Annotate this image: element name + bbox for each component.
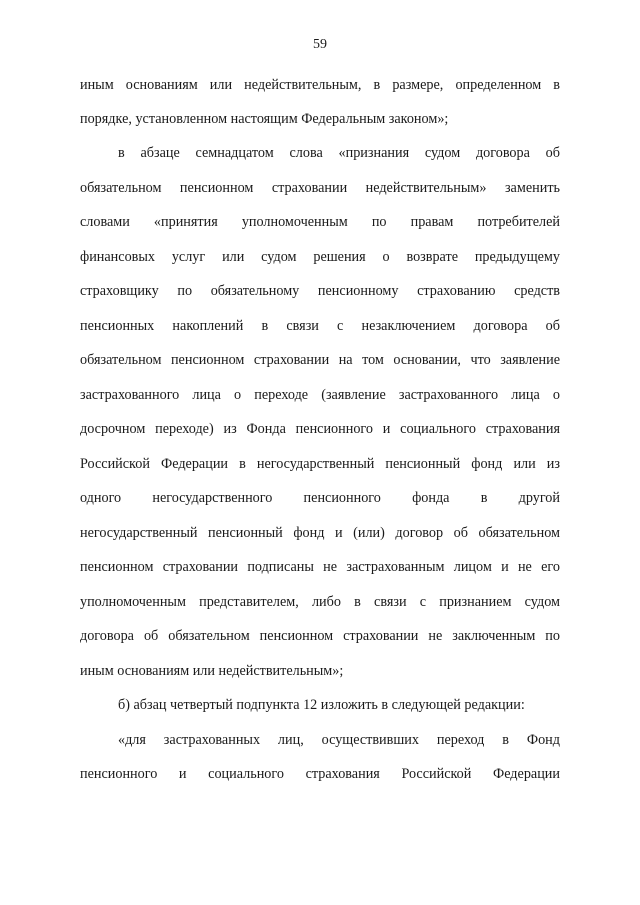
text-line: страховщику по обязательному пенсионному страхованию средств	[80, 283, 560, 299]
text-line: одного негосударственного пенсионного фонда в другой	[80, 490, 560, 506]
text-line: пенсионном страховании подписаны не застрахованным лицом и не его	[80, 559, 560, 575]
text-line: пенсионного и социального страхования Российской Федерации	[80, 766, 560, 782]
text-line: в абзаце семнадцатом слова «признания судом договора об	[118, 145, 560, 161]
text-line: порядке, установленном настоящим Федеральным законом»;	[80, 111, 449, 127]
text-line: Российской Федерации в негосударственный пенсионный фонд или из	[80, 456, 560, 472]
text-line: обязательном пенсионном страховании недействительным» заменить	[80, 180, 560, 196]
text-line: финансовых услуг или судом решения о возврате предыдущему	[80, 249, 560, 265]
text-line: договора об обязательном пенсионном страховании не заключенным по	[80, 628, 560, 644]
text-line: «для застрахованных лиц, осуществивших переход в Фонд	[118, 732, 560, 748]
text-line: иным основаниям или недействительным, в размере, определенном в	[80, 77, 560, 93]
text-line: уполномоченным представителем, либо в связи с признанием судом	[80, 594, 560, 610]
text-line: пенсионных накоплений в связи с незаключением договора об	[80, 318, 560, 334]
text-line: б) абзац четвертый подпункта 12 изложить в следующей редакции:	[118, 697, 525, 713]
text-line: досрочном переходе) из Фонда пенсионного и социального страхования	[80, 421, 560, 437]
text-line: обязательном пенсионном страховании на том основании, что заявление	[80, 352, 560, 368]
page-number: 59	[313, 37, 327, 52]
text-line: иным основаниям или недействительным»;	[80, 663, 344, 679]
text-line: словами «принятия уполномоченным по правам потребителей	[80, 214, 560, 230]
text-line: застрахованного лица о переходе (заявление застрахованного лица о	[80, 387, 560, 403]
text-line: негосударственный пенсионный фонд и (или) договор об обязательном	[80, 525, 560, 541]
